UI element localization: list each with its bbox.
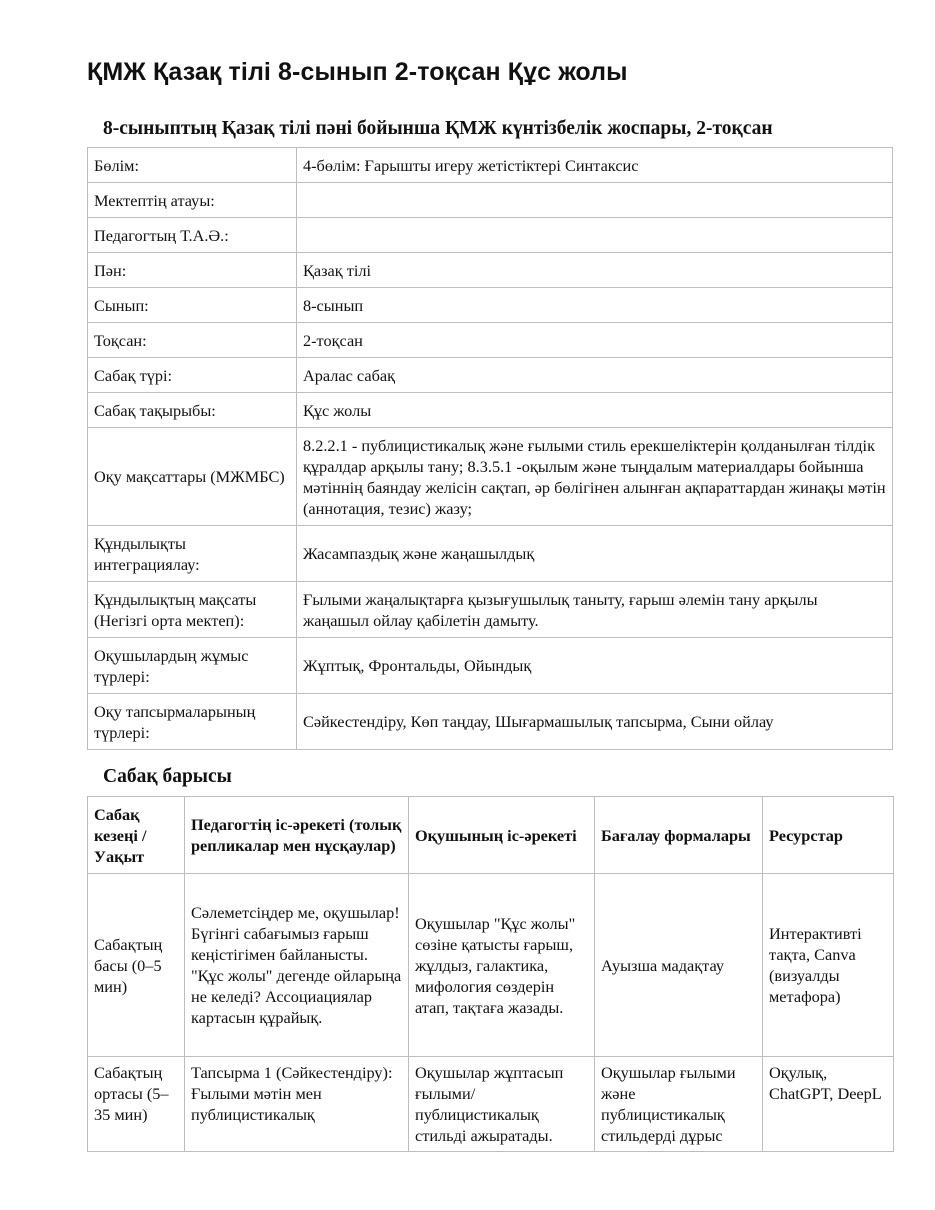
table-row <box>88 694 893 750</box>
table-row <box>88 1057 894 1152</box>
student-activity-cell <box>409 1057 595 1152</box>
column-header-teacher-activity: Педагогтің іс-әрекеті (толық репликалар мен нұсқаулар) <box>185 797 409 874</box>
column-header-assessment: Бағалау формалары <box>595 797 763 874</box>
resources-text: Оқулық, ChatGPT, DeepL <box>769 1063 882 1103</box>
assessment-text: Оқушылар ғылыми және публицистикалық стильдерді дұрыс <box>601 1063 736 1145</box>
table-row <box>88 526 893 582</box>
table-row <box>88 323 893 358</box>
info-value: Сәйкестендіру, Көп таңдау, Шығармашылық тапсырма, Сыни ойлау <box>297 694 893 750</box>
teacher-activity-cell: Сәлеметсіңдер ме, оқушылар! Бүгінгі сабағымыз ғарыш кеңістігімен байланысты. "Құс жолы" дегенде ойларыңа не келеді? Ассоциациялар картасын құрайық. <box>185 874 409 1057</box>
table-row <box>88 582 893 638</box>
info-key: Оқу тапсырмаларының түрлері: <box>88 694 297 750</box>
column-header-resources: Ресурстар <box>763 797 894 874</box>
info-key: Педагогтың Т.А.Ә.: <box>88 218 297 253</box>
info-value: Аралас сабақ <box>297 358 893 393</box>
assessment-cell <box>595 1057 763 1152</box>
document-title: ҚМЖ Қазақ тілі 8-сынып 2-тоқсан Құс жолы <box>87 58 628 86</box>
info-key: Құндылықты интеграциялау: <box>88 526 297 582</box>
info-value: 4-бөлім: Ғарышты игеру жетістіктері Синтаксис <box>297 148 893 183</box>
teacher-activity-text: Тапсырма 1 (Сәйкестендіру): Ғылыми мәтін мен публицистикалық <box>191 1063 393 1124</box>
info-key: Сынып: <box>88 288 297 323</box>
info-key: Бөлім: <box>88 148 297 183</box>
info-key: Оқушылардың жұмыс түрлері: <box>88 638 297 694</box>
table-row <box>88 428 893 526</box>
table-row <box>88 638 893 694</box>
info-key: Тоқсан: <box>88 323 297 358</box>
lesson-progress-table <box>87 796 894 1152</box>
stage-text: Сабақтың ортасы (5–35 мин) <box>94 1063 169 1124</box>
teacher-activity-cell <box>185 1057 409 1152</box>
info-value: Құс жолы <box>297 393 893 428</box>
info-key: Пән: <box>88 253 297 288</box>
assessment-cell: Ауызша мадақтау <box>595 874 763 1057</box>
student-activity-text: Оқушылар жұптасып ғылыми/публицистикалық стильді ажыратады. <box>415 1063 564 1145</box>
table-row <box>88 393 893 428</box>
info-key: Құндылықтың мақсаты (Негізгі орта мектеп): <box>88 582 297 638</box>
column-header-student-activity: Оқушының іс-әрекеті <box>409 797 595 874</box>
table-row <box>88 218 893 253</box>
student-activity-cell: Оқушылар "Құс жолы" сөзіне қатысты ғарыш, жұлдыз, галактика, мифология сөздерін атап, тақтаға жазады. <box>409 874 595 1057</box>
table-row <box>88 358 893 393</box>
plan-title: 8-сыныптың Қазақ тілі пәні бойынша ҚМЖ күнтізбелік жоспары, 2-тоқсан <box>103 118 773 139</box>
table-header-row <box>88 797 894 874</box>
info-value: 2-тоқсан <box>297 323 893 358</box>
column-header-stage: Сабақ кезеңі / Уақыт <box>88 797 185 874</box>
table-row <box>88 288 893 323</box>
table-row <box>88 183 893 218</box>
lesson-info-table <box>87 147 893 750</box>
resources-cell <box>763 1057 894 1152</box>
info-key: Оқу мақсаттары (МЖМБС) <box>88 428 297 526</box>
table-row <box>88 874 894 1057</box>
info-value: 8.2.2.1 - публицистикалық және ғылыми стиль ерекшеліктерін қолданылған тілдік құралдар арқылы тану; 8.3.5.1 -оқылым және тыңдалым материалдары бойынша мәтіннің баяндау желісін сақтап, әр бөлігінен алынған ақпараттардан жинақы мәтін (аннотация, тезис) жазу; <box>297 428 893 526</box>
resources-cell: Интерактивті тақта, Canva (визуалды метафора) <box>763 874 894 1057</box>
lesson-progress-title: Сабақ барысы <box>103 766 232 787</box>
info-value: Жасампаздық және жаңашылдық <box>297 526 893 582</box>
info-value: Қазақ тілі <box>297 253 893 288</box>
info-value <box>297 183 893 218</box>
stage-cell <box>88 1057 185 1152</box>
table-row <box>88 253 893 288</box>
table-row <box>88 148 893 183</box>
info-value <box>297 218 893 253</box>
info-value: 8-сынып <box>297 288 893 323</box>
info-value: Ғылыми жаңалықтарға қызығушылық таныту, ғарыш әлемін тану арқылы жаңашыл ойлау қабілетін дамыту. <box>297 582 893 638</box>
info-key: Мектептің атауы: <box>88 183 297 218</box>
info-key: Сабақ тақырыбы: <box>88 393 297 428</box>
stage-cell: Сабақтың басы (0–5 мин) <box>88 874 185 1057</box>
info-key: Сабақ түрі: <box>88 358 297 393</box>
info-value: Жұптық, Фронтальды, Ойындық <box>297 638 893 694</box>
